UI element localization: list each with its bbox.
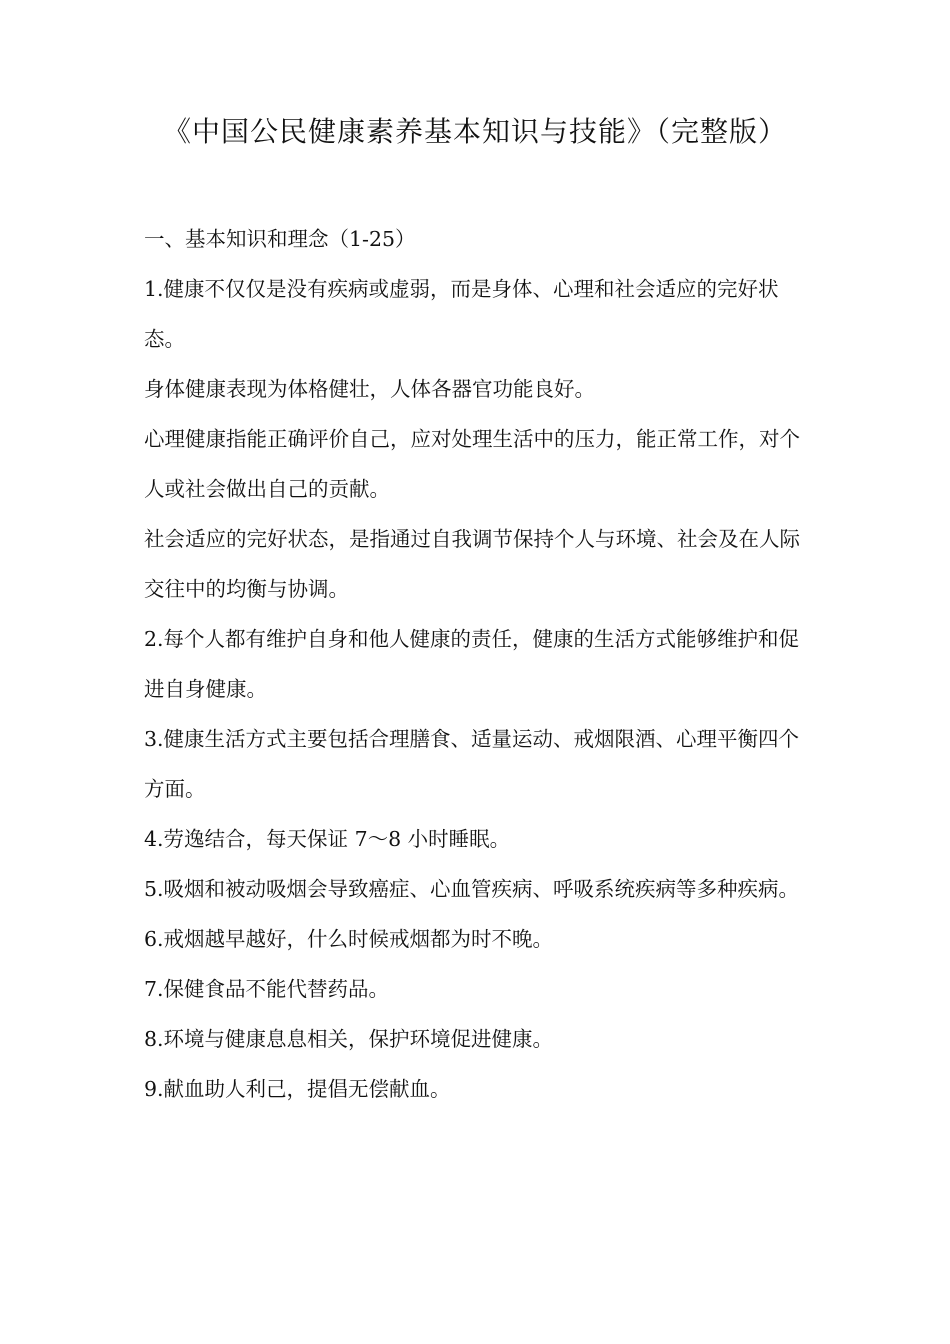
- section-heading: 一、基本知识和理念（1-25）: [144, 227, 416, 251]
- paragraph-mental-health: 心理健康指能正确评价自己，应对处理生活中的压力，能正常工作，对个人或社会做出自己的贡献。: [144, 427, 800, 501]
- paragraph-5: 5.吸烟和被动吸烟会导致癌症、心血管疾病、呼吸系统疾病等多种疾病。: [144, 877, 800, 901]
- paragraph-social-adaptation: 社会适应的完好状态，是指通过自我调节保持个人与环境、社会及在人际交往中的均衡与协调。: [144, 527, 800, 601]
- paragraph-physical-health: 身体健康表现为体格健壮，人体各器官功能良好。: [144, 377, 595, 401]
- paragraph-2: 2.每个人都有维护自身和他人健康的责任，健康的生活方式能够维护和促进自身健康。: [144, 627, 800, 701]
- document-body: [144, 214, 814, 1114]
- paragraph-7: 7.保健食品不能代替药品。: [144, 977, 390, 1001]
- document-title: 《中国公民健康素养基本知识与技能》（完整版）: [162, 115, 787, 148]
- paragraph-4: 4.劳逸结合，每天保证 7～8 小时睡眠。: [144, 827, 511, 851]
- paragraph-9: 9.献血助人利己，提倡无偿献血。: [144, 1077, 451, 1101]
- paragraph-6: 6.戒烟越早越好，什么时候戒烟都为时不晚。: [144, 927, 554, 951]
- paragraph-3: 3.健康生活方式主要包括合理膳食、适量运动、戒烟限酒、心理平衡四个方面。: [144, 727, 800, 801]
- paragraph-1: 1.健康不仅仅是没有疾病或虚弱，而是身体、心理和社会适应的完好状态。: [144, 277, 779, 351]
- paragraph-8: 8.环境与健康息息相关，保护环境促进健康。: [144, 1027, 554, 1051]
